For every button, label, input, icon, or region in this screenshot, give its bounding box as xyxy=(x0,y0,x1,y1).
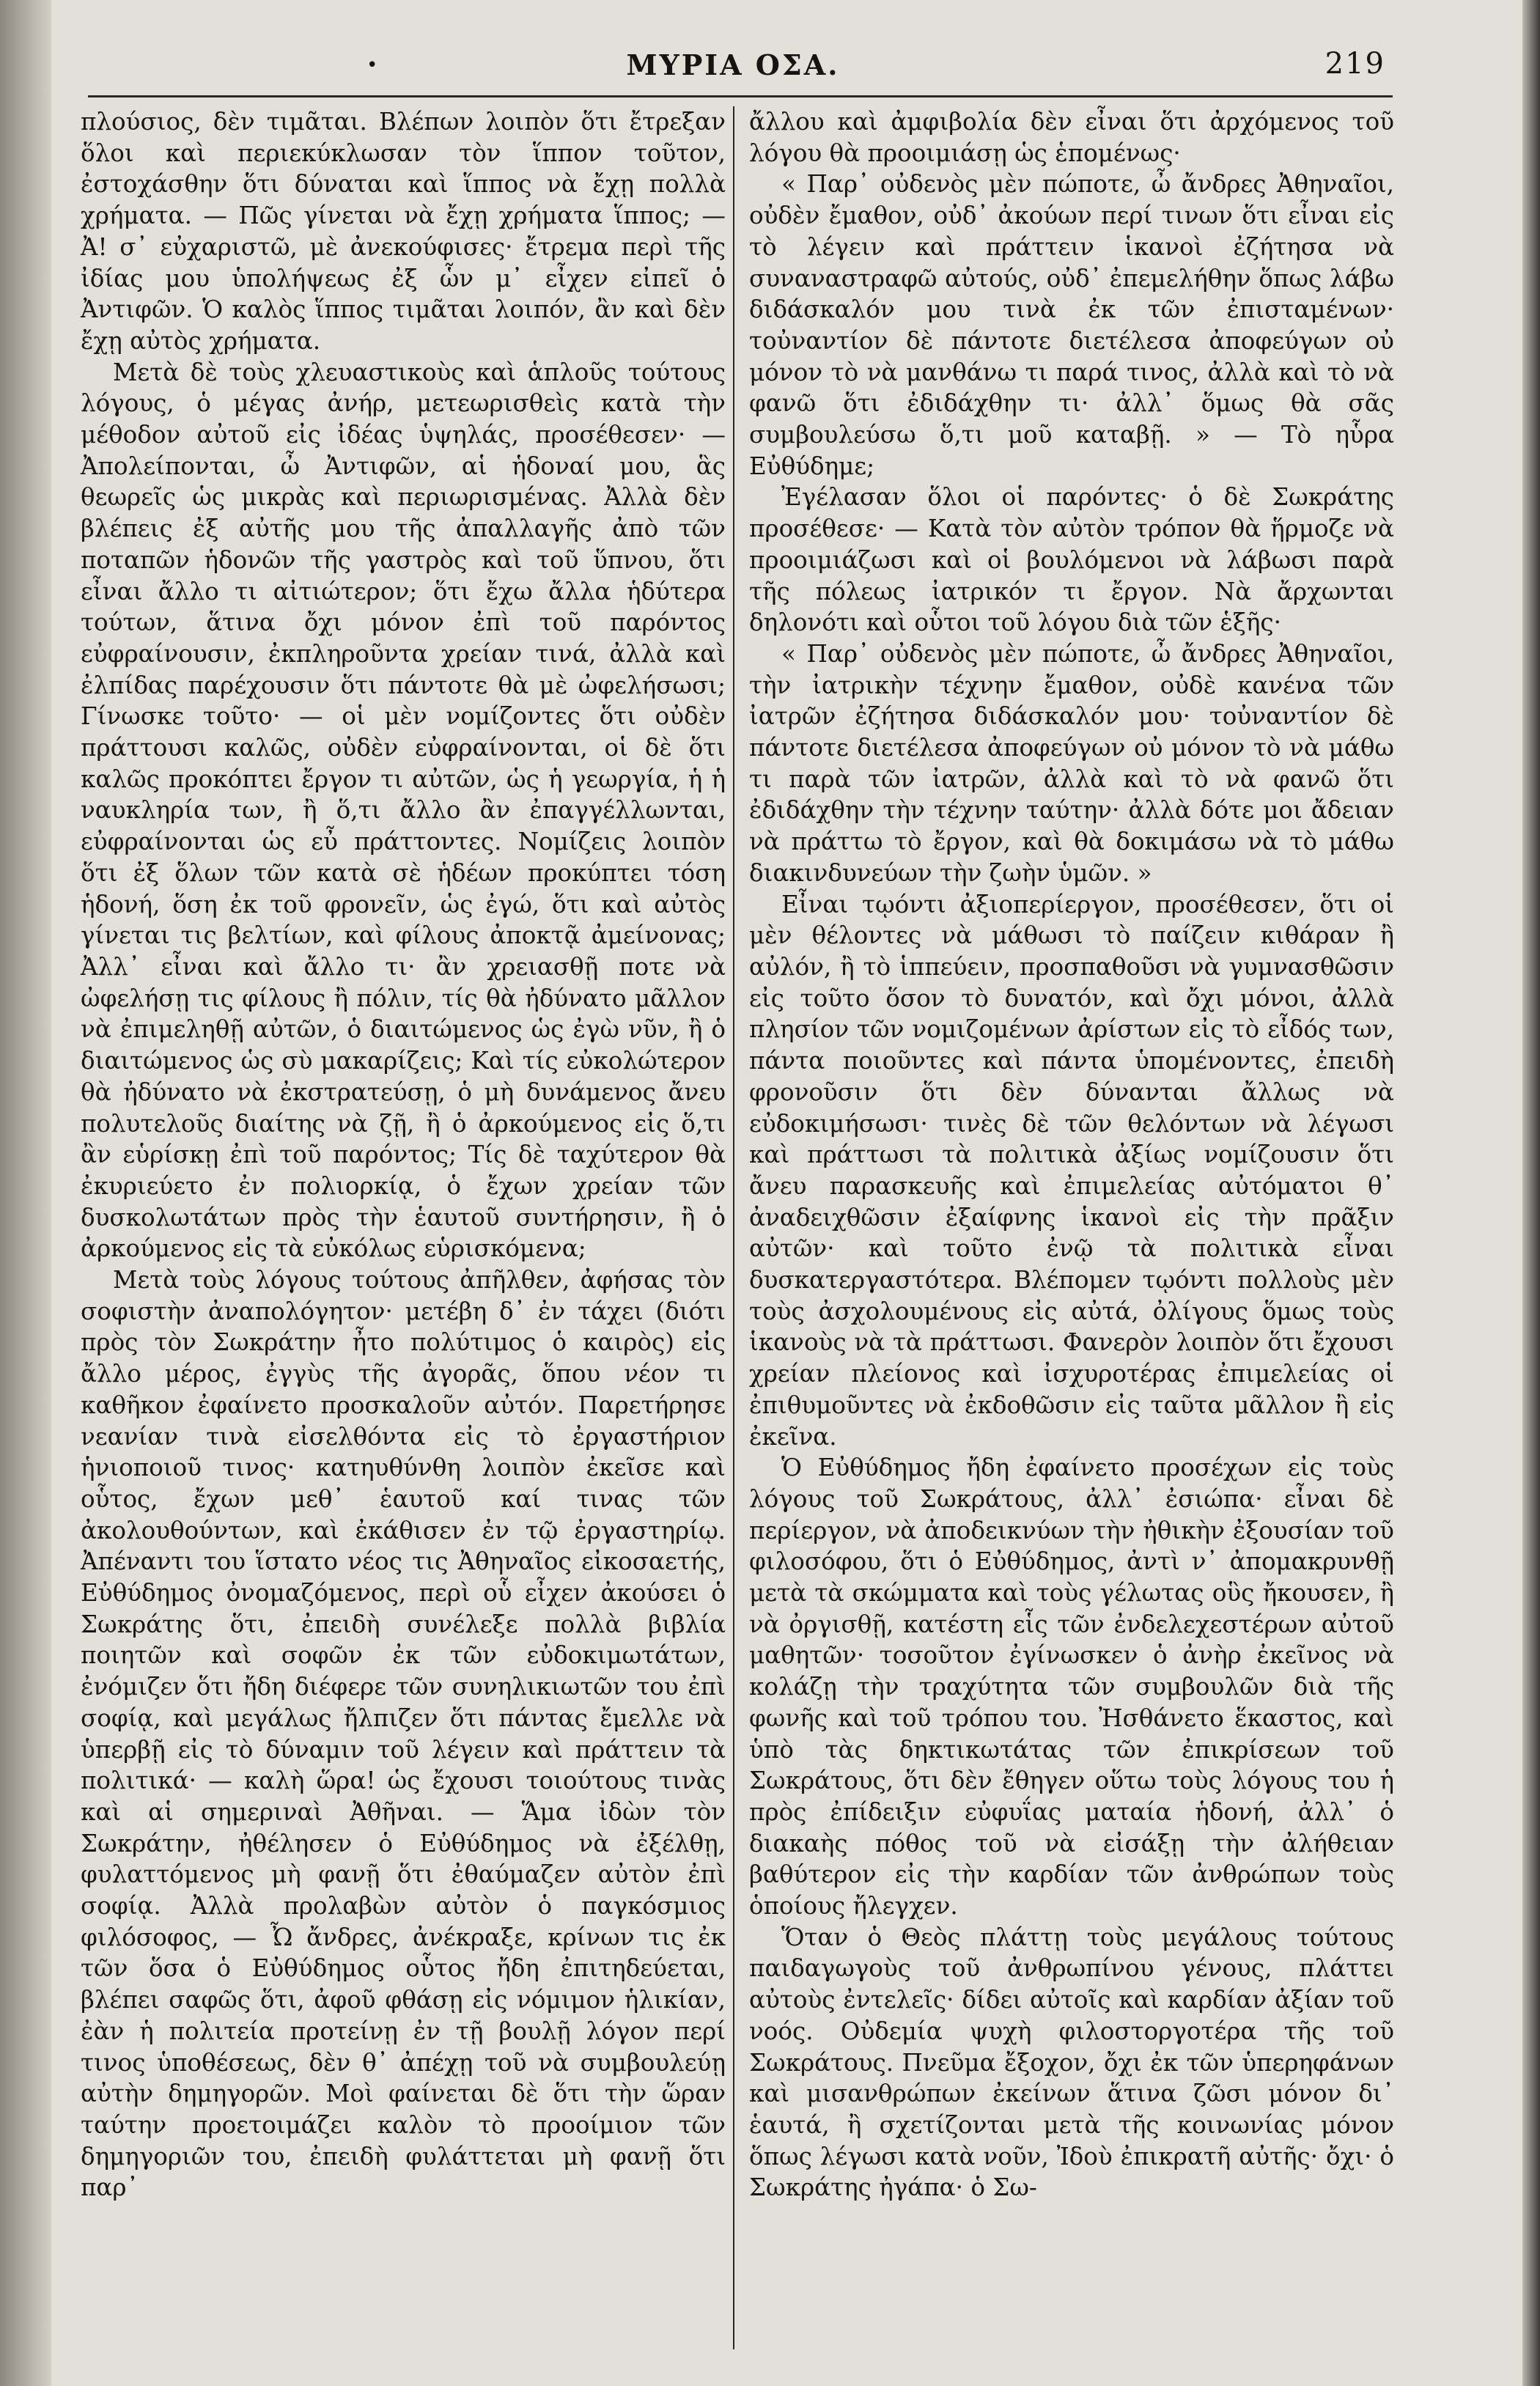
paragraph: Μετὰ δὲ τοὺς χλευαστικοὺς καὶ ἁπλοῦς τούτους λόγους, ὁ μέγας ἀνήρ, μετεωρισθεὶς κατὰ τὴν μέθοδον αὐτοῦ εἰς ἰδέας ὑψηλάς, προσέθεσεν· — Ἀπολείπονται, ὦ Ἀντιφῶν, αἱ ἡδοναί μου, ἃς θεωρεῖς ὡς μικρὰς καὶ περιωρισμένας. Ἀλλὰ δὲν βλέπεις ἐξ αὐτῆς μου τῆς ἀπαλλαγῆς ἀπὸ τῶν ποταπῶν ἡδονῶν τῆς γαστρὸς καὶ τοῦ ὕπνου, ὅτι εἶναι ἄλλο τι αἰτιώτερον; ὅτι ἔχω ἄλλα ἡδύτερα τούτων, ἅτινα ὄχι μόνον ἐπὶ τοῦ παρόντος εὐφραίνουσιν, ἐκπληροῦντα χρείαν τινά, ἀλλὰ καὶ ἐλπίδας παρέχουσιν ὅτι πάντοτε θὰ μὲ ὠφελήσωσι; Γίνωσκε τοῦτο· — οἱ μὲν νομίζοντες ὅτι οὐδὲν πράττουσι καλῶς, οὐδὲν εὐφραίνονται, οἱ δὲ ὅτι καλῶς προκόπτει ἔργον τι αὐτῶν, ὡς ἡ γεωργία, ἡ ἡ ναυκληρία των, ἢ ὅ,τι ἄλλο ἂν ἐπαγγέλλωνται, εὐφραίνονται ὡς εὖ πράττοντες. Νομίζεις λοιπὸν ὅτι ἐξ ὅλων τῶν κατὰ σὲ ἡδέων προκύπτει τόση ἡδονή, ὅση ἐκ τοῦ φρονεῖν, ὡς ἐγώ, ὅτι καὶ αὐτὸς γίνεται τις βελτίων, καὶ φίλους ἀποκτᾷ ἀμείνονας; Ἀλλ᾽ εἶναι καὶ ἄλλο τι· ἂν χρειασθῇ ποτε νὰ ὠφελήσῃ τις φίλους ἢ πόλιν, τίς θὰ ἠδύνατο μᾶλλον νὰ ἐπιμεληθῇ αὐτῶν, ὁ διαιτώμενος ὡς ἐγὼ νῦν, ἢ ὁ διαιτώμενος ὡς σὺ μακαρίζεις; Καὶ τίς εὐκολώτερον θὰ ἠδύνατο νὰ ἐκστρατεύσῃ, ὁ μὴ δυνάμενος ἄνευ πολυτελοῦς διαίτης νὰ ζῇ, ἢ ὁ ἀρκούμενος εἰς ὅ,τι ἂν εὑρίσκῃ ἐπὶ τοῦ παρόντος; Τίς δὲ ταχύτερον θὰ ἐκυριεύετο ἐν πολιορκίᾳ, ὁ ἔχων χρείαν τῶν δυσκολωτάτων πρὸς τὴν ἑαυτοῦ συντήρησιν, ἢ ὁ ἀρκούμενος εἰς τὰ εὐκόλως εὑρισκόμενα; xyxy=(81,358,726,1263)
paragraph: « Παρ᾽ οὐδενὸς μὲν πώποτε, ὦ ἄνδρες Ἀθηναῖοι, οὐδὲν ἔμαθον, οὐδ᾽ ἀκούων περί τινων ὅτι εἶναι εἰς τὸ λέγειν καὶ πράττειν ἱκανοὶ ἐζήτησα νὰ συναναστραφῶ αὐτούς, οὐδ᾽ ἐπεμελήθην ὅπως λάβω διδάσκαλόν μου τινὰ ἐκ τῶν ἐπισταμένων· τοὐναντίον δὲ πάντοτε διετέλεσα ἀποφεύγων οὐ μόνον τὸ νὰ μανθάνω τι παρά τινος, ἀλλὰ καὶ τὸ νὰ φανῶ ὅτι ἐδιδάχθην τι· ἀλλ᾽ ὅμως θὰ σᾶς συμβουλεύσω ὅ,τι μοῦ καταβῇ. » — Τὸ ηὗρα Εὐθύδημε; xyxy=(749,170,1394,480)
paragraph: Μετὰ τοὺς λόγους τούτους ἀπῆλθεν, ἀφήσας τὸν σοφιστὴν ἀναπολόγητον· μετέβη δ᾽ ἐν τάχει (διότι πρὸς τὸν Σωκράτην ἦτο πολύτιμος ὁ καιρὸς) εἰς ἄλλο μέρος, ἐγγὺς τῆς ἀγορᾶς, ὅπου νέον τι καθῆκον ἐφαίνετο προσκαλοῦν αὐτόν. Παρετήρησε νεανίαν τινὰ εἰσελθόντα εἰς τὸ ἐργαστήριον ἡνιοποιοῦ τινος· κατηυθύνθη λοιπὸν ἐκεῖσε καὶ οὗτος, ἔχων μεθ᾽ ἑαυτοῦ καί τινας τῶν ἀκολουθούντων, καὶ ἐκάθισεν ἐν τῷ ἐργαστηρίῳ. Ἀπέναντι του ἵστατο νέος τις Ἀθηναῖος εἰκοσαετής, Εὐθύδημος ὀνομαζόμενος, περὶ οὗ εἶχεν ἀκούσει ὁ Σωκράτης ὅτι, ἐπειδὴ συνέλεξε πολλὰ βιβλία ποιητῶν καὶ σοφῶν ἐκ τῶν εὐδοκιμωτάτων, ἐνόμιζεν ὅτι ἤδη διέφερε τῶν συνηλικιωτῶν του ἐπὶ σοφίᾳ, καὶ μεγάλως ἤλπιζεν ὅτι πάντας ἔμελλε νὰ ὑπερβῇ εἰς τὸ δύναμιν τοῦ λέγειν καὶ πράττειν τὰ πολιτικά· — καλὴ ὥρα! ὡς ἔχουσι τοιούτους τινὰς καὶ αἱ σημεριναὶ Ἀθῆναι. — Ἅμα ἰδὼν τὸν Σωκράτην, ἠθέλησεν ὁ Εὐθύδημος νὰ ἐξέλθῃ, φυλαττόμενος μὴ φανῇ ὅτι ἐθαύμαζεν αὐτὸν ἐπὶ σοφίᾳ. Ἀλλὰ προλαβὼν αὐτὸν ὁ παγκόσμιος φιλόσοφος, — Ὦ ἄνδρες, ἀνέκραξε, κρίνων τις ἐκ τῶν ὅσα ὁ Εὐθύδημος οὗτος ἤδη ἐπιτηδεύεται, βλέπει σαφῶς ὅτι, ἀφοῦ φθάσῃ εἰς νόμιμον ἡλικίαν, ἐὰν ἡ πολιτεία προτείνῃ ἐν τῇ βουλῇ λόγον περί τινος ὑποθέσεως, δὲν θ᾽ ἀπέχῃ τοῦ νὰ συμβουλεύῃ αὐτὴν δημηγορῶν. Μοὶ φαίνεται δὲ ὅτι τὴν ὥραν ταύτην προετοιμάζει καλὸν τὸ προοίμιον τῶν δημηγοριῶν του, ἐπειδὴ φυλάττεται μὴ φανῇ ὅτι παρ᾽ xyxy=(81,1266,726,2202)
paragraph: « Παρ᾽ οὐδενὸς μὲν πώποτε, ὦ ἄνδρες Ἀθηναῖοι, τὴν ἰατρικὴν τέχνην ἔμαθον, οὐδὲ κανένα τῶν ἰατρῶν ἐζήτησα διδάσκαλόν μου· τοὐναντίον δὲ πάντοτε διετέλεσα ἀποφεύγων οὐ μόνον τὸ νὰ μάθω τι παρὰ τῶν ἰατρῶν, ἀλλὰ καὶ τὸ νὰ φανῶ ὅτι ἐδιδάχθην τὴν τέχνην ταύτην· ἀλλὰ δότε μοι ἄδειαν νὰ πράττω τὸ ἔργον, καὶ θὰ δοκιμάσω νὰ τὸ μάθω διακινδυνεύων τὴν ζωὴν ὑμῶν. » xyxy=(749,639,1394,887)
running-header xyxy=(81,44,1385,88)
header-bullet: • xyxy=(366,54,378,76)
paragraph: ἄλλου καὶ ἀμφιβολία δὲν εἶναι ὅτι ἀρχόμενος τοῦ λόγου θὰ προοιμιάσῃ ὡς ἑπομένως· xyxy=(749,108,1394,167)
paragraph: Ὅταν ὁ Θεὸς πλάττῃ τοὺς μεγάλους τούτους παιδαγωγοὺς τοῦ ἀνθρωπίνου γένους, πλάττει αὐτοὺς ἐντελεῖς· δίδει αὐτοῖς καὶ καρδίαν ἀξίαν τοῦ νοός. Οὐδεμία ψυχὴ φιλοστοργοτέρα τῆς τοῦ Σωκράτους. Πνεῦμα ἔξοχον, ὄχι ἐκ τῶν ὑπερηφάνων καὶ μισανθρώπων ἐκείνων ἅτινα ζῶσι μόνον δι᾽ ἑαυτά, ἢ σχετίζονται μετὰ τῆς κοινωνίας μόνον ὅπως λέγωσι κατὰ νοῦν, Ἰδοὺ ἐπικρατῆ αὐτῆς· ὄχι· ὁ Σωκράτης ἠγάπα· ὁ Σω- xyxy=(749,1923,1394,2202)
column-divider xyxy=(733,106,734,2349)
header-rule xyxy=(88,95,1393,97)
book-spine-shadow xyxy=(0,0,51,2386)
running-title: ΜΥΡΙΑ ΟΣΑ. xyxy=(626,48,840,81)
left-column xyxy=(81,106,726,2203)
paragraph: Εἶναι τῳόντι ἀξιοπερίεργον, προσέθεσεν, ὅτι οἱ μὲν θέλοντες νὰ μάθωσι τὸ παίζειν κιθάραν ἢ αὐλόν, ἢ τὸ ἱππεύειν, προσπαθοῦσι νὰ γυμνασθῶσιν εἰς τοῦτο ὅσον τὸ δυνατόν, καὶ ὄχι μόνοι, ἀλλὰ πλησίον τῶν νομιζομένων ἀρίστων εἰς τὸ εἶδός των, πάντα ποιοῦντες καὶ πάντα ὑπομένοντες, ἐπειδὴ φρονοῦσιν ὅτι δὲν δύνανται ἄλλως νὰ εὐδοκιμήσωσι· τινὲς δὲ τῶν θελόντων νὰ λέγωσι καὶ πράττωσι τὰ πολιτικὰ ἀξίως νομίζουσιν ὅτι ἄνευ παρασκευῆς καὶ ἐπιμελείας αὐτόματοι θ᾽ ἀναδειχθῶσιν ἐξαίφνης ἱκανοὶ εἰς τὴν πρᾶξιν αὐτῶν· καὶ τοῦτο ἐνῷ τὰ πολιτικὰ εἶναι δυσκατεργαστότερα. Βλέπομεν τῳόντι πολλοὺς μὲν τοὺς ἀσχολουμένους εἰς αὐτά, ὀλίγους ὅμως τοὺς ἱκανοὺς νὰ τὰ πράττωσι. Φανερὸν λοιπὸν ὅτι ἔχουσι χρείαν πλείονος καὶ ἰσχυροτέρας ἐπιμελείας οἱ ἐπιθυμοῦντες νὰ ἐκδοθῶσιν εἰς ταῦτα μᾶλλον ἢ εἰς ἐκεῖνα. xyxy=(749,890,1394,1451)
page-edge-shadow xyxy=(1522,0,1540,2386)
paragraph: πλούσιος, δὲν τιμᾶται. Βλέπων λοιπὸν ὅτι ἔτρεξαν ὅλοι καὶ περιεκύκλωσαν τὸν ἵππον τοῦτον, ἐστοχάσθην ὅτι δύναται καὶ ἵππος νὰ ἔχῃ πολλὰ χρήματα. — Πῶς γίνεται νὰ ἔχῃ χρήματα ἵππος; — Ἀ! σ᾽ εὐχαριστῶ, μὲ ἀνεκούφισες· ἔτρεμα περὶ τῆς ἰδίας μου ὑπολήψεως ἐξ ὧν μ᾽ εἶχεν εἰπεῖ ὁ Ἀντιφῶν. Ὁ καλὸς ἵππος τιμᾶται λοιπόν, ἂν καὶ δὲν ἔχῃ αὐτὸς χρήματα. xyxy=(81,108,726,355)
paragraph: Ὁ Εὐθύδημος ἤδη ἐφαίνετο προσέχων εἰς τοὺς λόγους τοῦ Σωκράτους, ἀλλ᾽ ἐσιώπα· εἶναι δὲ περίεργον, νὰ ἀποδεικνύων τὴν ἠθικὴν ἐξουσίαν τοῦ φιλοσόφου, ὅτι ὁ Εὐθύδημος, ἀντὶ ν᾽ ἀπομακρυνθῇ μετὰ τὰ σκώμματα καὶ τοὺς γέλωτας οὓς ἤκουσεν, ἢ νὰ ὀργισθῇ, κατέστη εἷς τῶν ἐνδελεχεστέρων αὐτοῦ μαθητῶν· τοσοῦτον ἐγίνωσκεν ὁ ἀνὴρ ἐκεῖνος νὰ κολάζῃ τὴν τραχύτητα τῶν συμβουλῶν διὰ τῆς φωνῆς καὶ τοῦ τρόπου του. Ἠσθάνετο ἕκαστος, καὶ ὑπὸ τὰς δηκτικωτάτας τῶν ἐπικρίσεων τοῦ Σωκράτους, ὅτι δὲν ἔθηγεν οὕτω τοὺς λόγους του ἡ πρὸς ἐπίδειξιν εὐφυΐας ματαία ἡδονή, ἀλλ᾽ ὁ διακαὴς πόθος τοῦ νὰ εἰσάξῃ τὴν ἀλήθειαν βαθύτερον εἰς τὴν καρδίαν τῶν ἀνθρώπων τοὺς ὁποίους ἤλεγχεν. xyxy=(749,1454,1394,1921)
paragraph: Ἐγέλασαν ὅλοι οἱ παρόντες· ὁ δὲ Σωκράτης προσέθεσε· — Κατὰ τὸν αὐτὸν τρόπον θὰ ἥρμοζε νὰ προοιμιάζωσι καὶ οἱ βουλόμενοι νὰ λάβωσι παρὰ τῆς πόλεως ἰατρικόν τι ἔργον. Νὰ ἄρχωνται δηλονότι καὶ οὗτοι τοῦ λόγου διὰ τῶν ἑξῆς· xyxy=(749,483,1394,637)
page-number: 219 xyxy=(1325,47,1385,81)
right-column xyxy=(749,106,1394,2203)
